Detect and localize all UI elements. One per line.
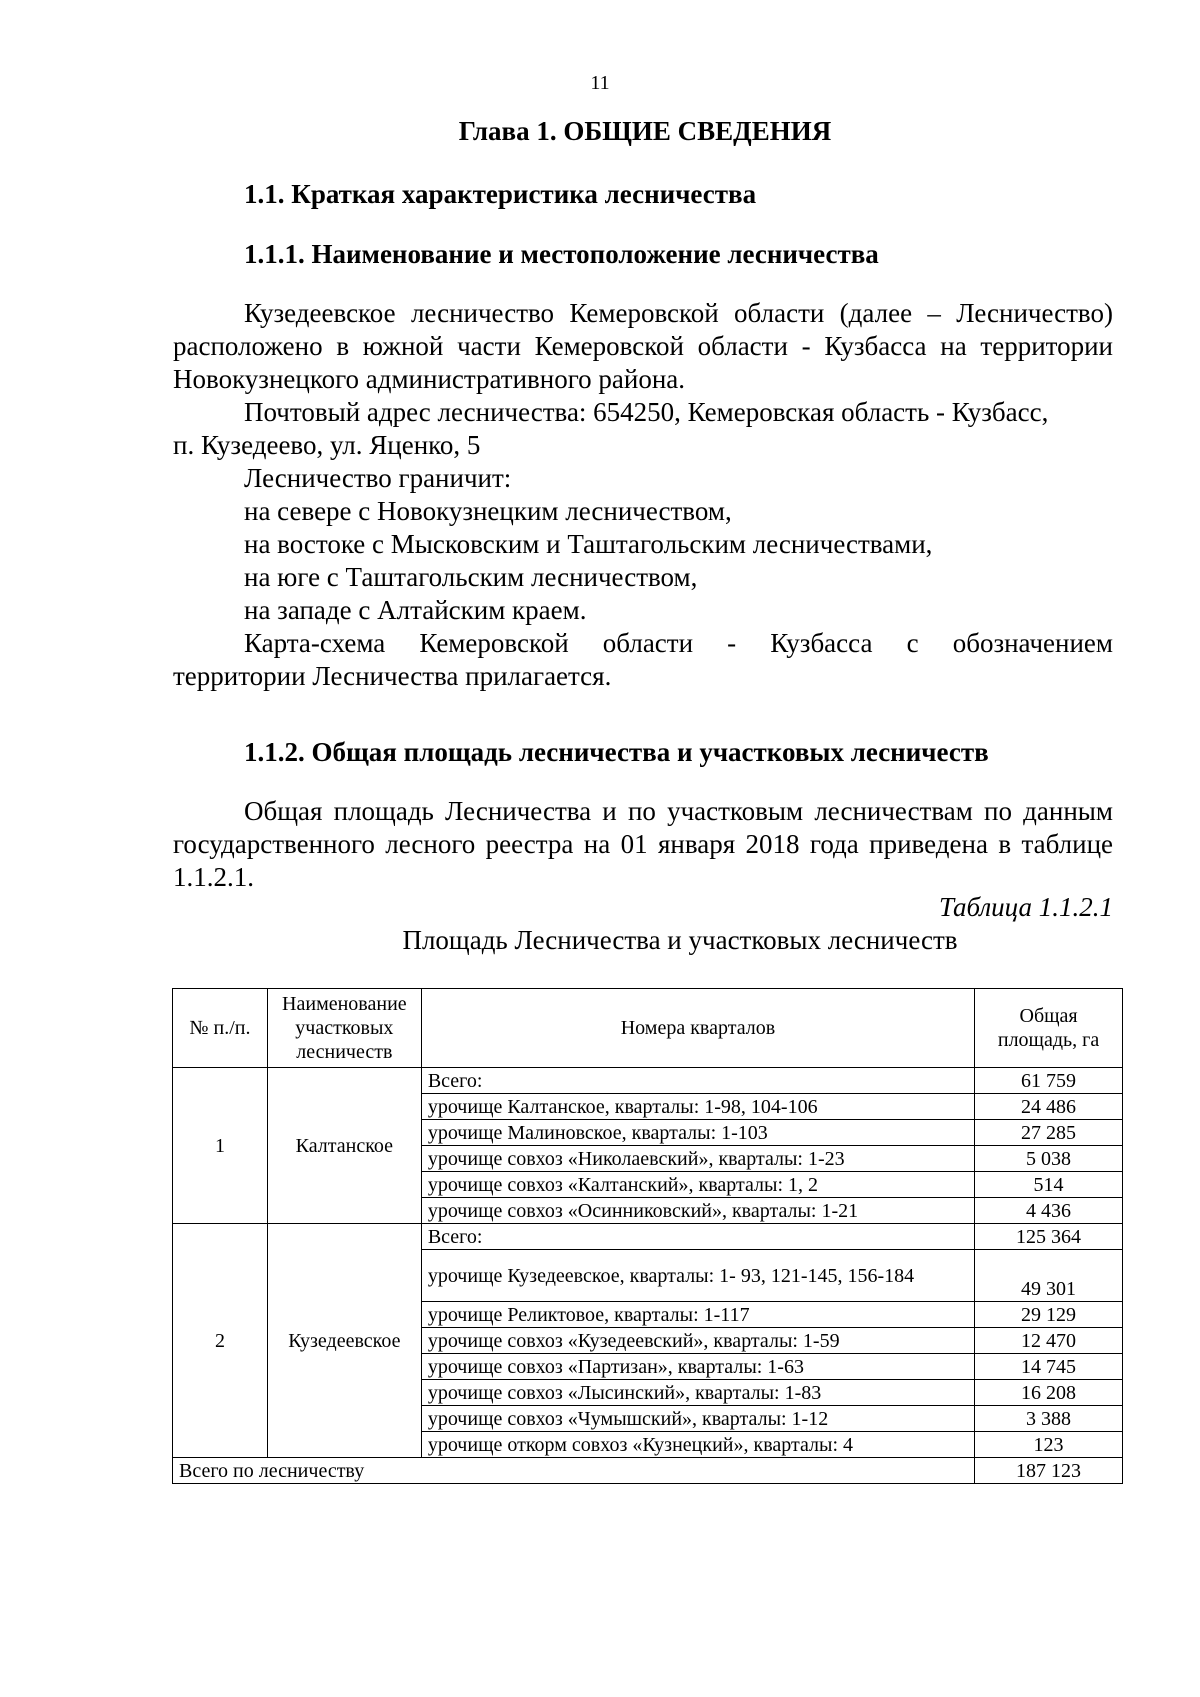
quarters-cell: урочище Калтанское, кварталы: 1-98, 104-106	[421, 1094, 974, 1120]
section-heading-1-1: 1.1. Краткая характеристика лесничества	[244, 179, 757, 209]
chapter-title: Глава 1. ОБЩИЕ СВЕДЕНИЯ	[458, 116, 832, 146]
area-cell: 16 208	[975, 1380, 1123, 1406]
map-note-line-2: территории Лесничества прилагается.	[173, 661, 612, 691]
group-number: 2	[173, 1224, 268, 1458]
area-cell: 12 470	[975, 1328, 1123, 1354]
header-num: № п./п.	[173, 989, 268, 1068]
section-heading-1-1-2: 1.1.2. Общая площадь лесничества и участковых лесничеств	[244, 737, 989, 767]
location-paragraph	[173, 297, 1113, 693]
quarters-cell: урочище откорм совхоз «Кузнецкий», кварталы: 4	[421, 1432, 974, 1458]
area-cell: 29 129	[975, 1302, 1123, 1328]
postal-address-line-1: Почтовый адрес лесничества: 654250, Кемеровская область - Кузбасс,	[244, 397, 1049, 427]
area-line-1: Общая площадь Лесничества и по участковым лесничествам по данным	[244, 796, 1113, 826]
quarters-cell: урочище Кузедеевское, кварталы: 1- 93, 121-145, 156-184	[421, 1250, 974, 1302]
header-area: Общая площадь, га	[975, 989, 1123, 1068]
quarters-cell: урочище Реликтовое, кварталы: 1-117	[421, 1302, 974, 1328]
map-note-line-1: Карта-схема Кемеровской области - Кузбасса с обозначением	[244, 628, 1113, 658]
area-paragraph	[173, 795, 1113, 894]
quarters-cell: урочище Малиновское, кварталы: 1-103	[421, 1120, 974, 1146]
area-cell: 49 301	[975, 1250, 1123, 1302]
area-cell: 4 436	[975, 1198, 1123, 1224]
area-cell: 24 486	[975, 1094, 1123, 1120]
location-line-3: Новокузнецкого административного района.	[173, 364, 686, 394]
area-cell: 123	[975, 1432, 1123, 1458]
group-forestry-name: Калтанское	[267, 1068, 421, 1224]
quarters-cell: урочище совхоз «Партизан», кварталы: 1-63	[421, 1354, 974, 1380]
border-south: на юге с Таштагольским лесничеством,	[244, 562, 698, 592]
location-line-1: Кузедеевское лесничество Кемеровской области (далее – Лесничество)	[244, 298, 1113, 328]
total-area: 187 123	[975, 1458, 1123, 1484]
quarters-cell: урочище совхоз «Осинниковский», кварталы: 1-21	[421, 1198, 974, 1224]
border-east: на востоке с Мысковским и Таштагольским лесничествами,	[244, 529, 933, 559]
quarters-cell: урочище совхоз «Кузедеевский», кварталы: 1-59	[421, 1328, 974, 1354]
border-west: на западе с Алтайским краем.	[244, 595, 587, 625]
location-line-2: расположено в южной части Кемеровской области - Кузбасса на территории	[173, 331, 1113, 361]
table-caption: Таблица 1.1.2.1	[938, 892, 1113, 922]
border-north: на севере с Новокузнецким лесничеством,	[244, 496, 732, 526]
area-cell: 514	[975, 1172, 1123, 1198]
area-cell: 61 759	[975, 1068, 1123, 1094]
table-title: Площадь Лесничества и участковых лесничеств	[402, 925, 958, 955]
section-heading-1-1-1: 1.1.1. Наименование и местоположение лесничества	[244, 239, 879, 269]
area-cell: 14 745	[975, 1354, 1123, 1380]
quarters-cell: урочище совхоз «Чумышский», кварталы: 1-12	[421, 1406, 974, 1432]
quarters-cell: Всего:	[421, 1068, 974, 1094]
header-forestry: Наименование участковых лесничеств	[267, 989, 421, 1068]
borders-intro: Лесничество граничит:	[244, 463, 512, 493]
group-number: 1	[173, 1068, 268, 1224]
table-total-row	[173, 1458, 1123, 1484]
table-row	[173, 1068, 1123, 1094]
area-cell: 27 285	[975, 1120, 1123, 1146]
total-label: Всего по лесничеству	[173, 1458, 975, 1484]
header-quarters: Номера кварталов	[421, 989, 974, 1068]
table-header-row	[173, 989, 1123, 1068]
quarters-cell: урочище совхоз «Лысинский», кварталы: 1-83	[421, 1380, 974, 1406]
group-forestry-name: Кузедеевское	[267, 1224, 421, 1458]
forestry-area-table	[172, 988, 1123, 1484]
area-line-3: 1.1.2.1.	[173, 862, 254, 892]
area-cell: 3 388	[975, 1406, 1123, 1432]
postal-address-line-2: п. Кузедеево, ул. Яценко, 5	[173, 430, 481, 460]
page-number: 11	[590, 72, 610, 94]
quarters-cell: урочище совхоз «Калтанский», кварталы: 1, 2	[421, 1172, 974, 1198]
area-cell: 125 364	[975, 1224, 1123, 1250]
area-line-2: государственного лесного реестра на 01 января 2018 года приведена в таблице	[173, 829, 1113, 859]
quarters-cell: Всего:	[421, 1224, 974, 1250]
quarters-cell: урочище совхоз «Николаевский», кварталы: 1-23	[421, 1146, 974, 1172]
table-row	[173, 1224, 1123, 1250]
area-cell: 5 038	[975, 1146, 1123, 1172]
